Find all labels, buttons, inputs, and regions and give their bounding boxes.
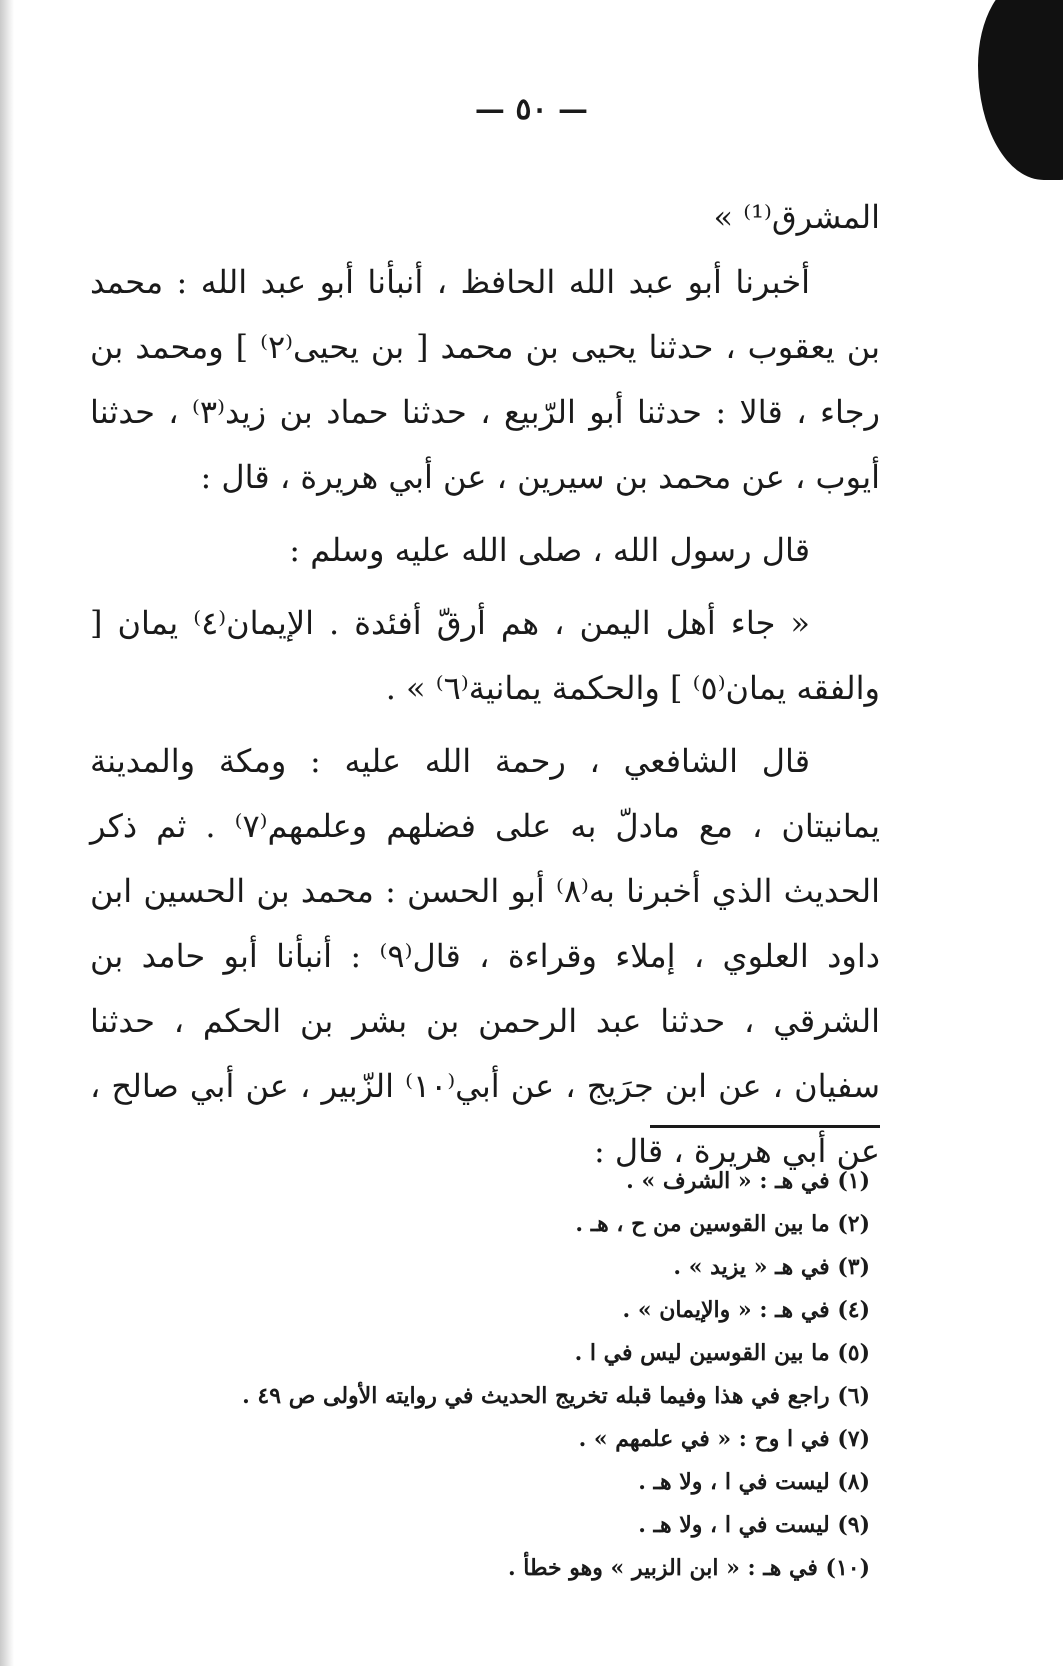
footnotes [90, 1160, 870, 1590]
paragraph-1: المشرق⁽¹⁾ » [713, 198, 880, 236]
footnote-2: (٢) ما بين القوسين من ح ، هـ . [575, 1211, 870, 1237]
paragraph-3: قال رسول الله ، صلى الله عليه وسلم : [289, 531, 810, 569]
paragraph-5: قال الشافعي ، رحمة الله عليه : ومكة والمدينة يمانيتان ، مع مادلّ به على فضلهم وعلمهم⁽٧⁾ . ثم ذكر الحديث الذي أخبرنا به⁽٨⁾ أبو الحسن : محمد بن الحسين ابن داود العلوي ، إملاء وقراءة ، قال⁽٩⁾ : أنبأنا أبو حامد بن الشرقي ، حدثنا عبد الرحمن بن بشر بن الحكم ، حدثنا سفيان ، عن ابن جرَيج ، عن أبي⁽١٠⁾ الزّبير ، عن أبي صالح ، عن أبي هريرة ، قال : [90, 742, 881, 1170]
footnote-8: (٨) ليست في ا ، ولا هـ . [638, 1469, 870, 1495]
main-text [90, 185, 880, 1184]
footnote-9: (٩) ليست في ا ، ولا هـ . [638, 1512, 870, 1538]
scan-corner-blot [978, 0, 1063, 180]
footnote-3: (٣) في هـ « يزيد » . [673, 1254, 870, 1280]
footnote-divider [650, 1125, 880, 1128]
paragraph-4: « جاء أهل اليمن ، هم أرقّ أفئدة . الإيمان⁽٤⁾ يمان [ والفقه يمان⁽٥⁾ ] والحكمة يمانية⁽٦⁾ » . [90, 604, 880, 707]
footnote-7: (٧) في ا وح : « في علمهم » . [578, 1426, 870, 1452]
footnote-4: (٤) في هـ : « والإيمان » . [622, 1297, 870, 1323]
footnote-10: (١٠) في هـ : « ابن الزبير » وهو خطأ . [507, 1555, 870, 1581]
footnote-6: (٦) راجع في هذا وفيما قبله تخريج الحديث في روايته الأولى ص ٤٩ . [242, 1383, 870, 1409]
paragraph-2: أخبرنا أبو عبد الله الحافظ ، أنبأنا أبو عبد الله : محمد بن يعقوب ، حدثنا يحيى بن محمد [ بن يحيى⁽٢⁾ ] ومحمد بن رجاء ، قالا : حدثنا أبو الرّبيع ، حدثنا حماد بن زيد⁽٣⁾ ، حدثنا أيوب ، عن محمد بن سيرين ، عن أبي هريرة ، قال : [90, 263, 881, 496]
footnote-1: (١) في هـ : « الشرف » . [626, 1168, 870, 1194]
page-number: — ٥٠ — [474, 92, 589, 127]
footnote-5: (٥) ما بين القوسين ليس في ا . [574, 1340, 870, 1366]
page-edge-shadow [0, 0, 14, 1666]
